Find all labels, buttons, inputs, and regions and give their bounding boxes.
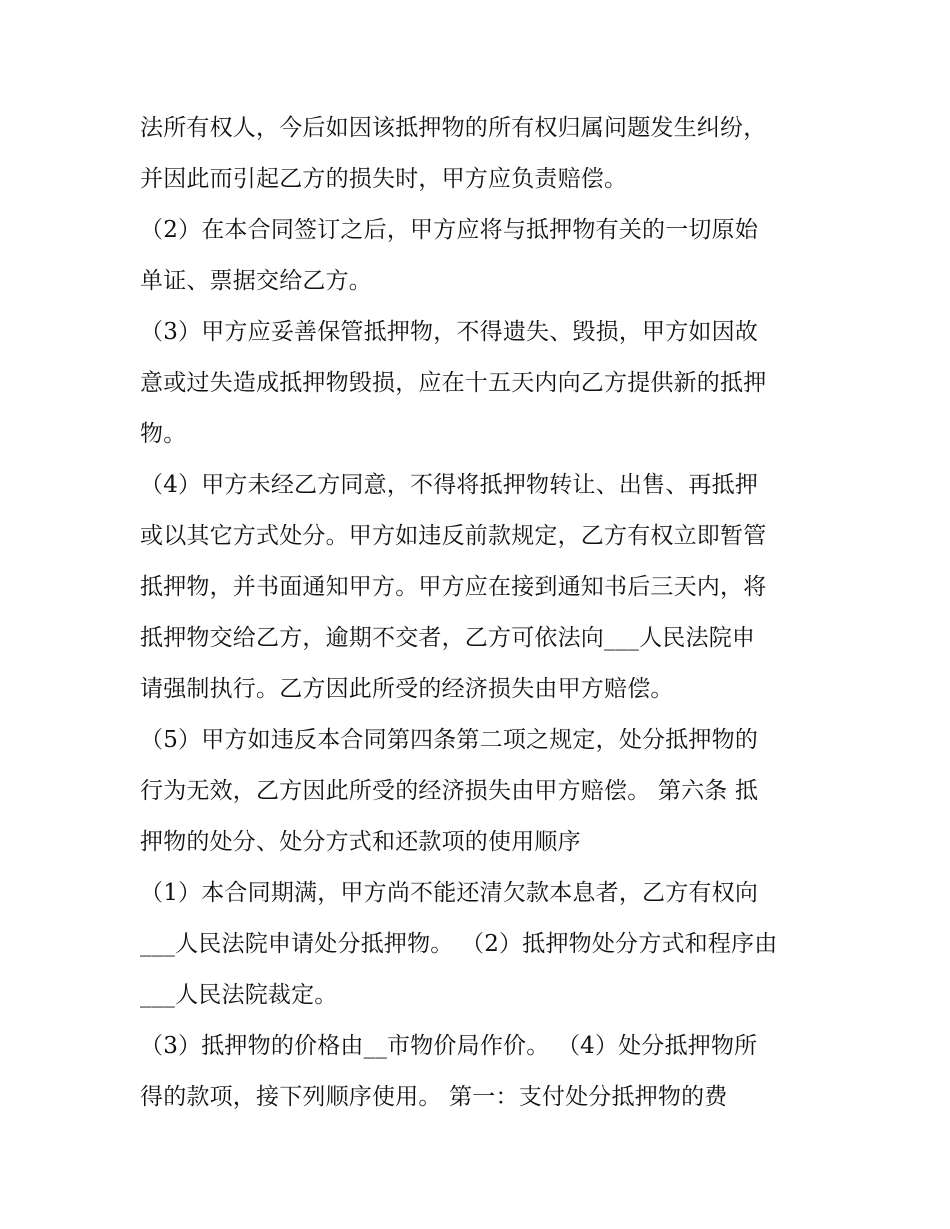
text-line: （5）甲方如违反本合同第四条第二项之规定，处分抵押物的 xyxy=(140,727,759,753)
text-line: 单证、票据交给乙方。 xyxy=(140,268,372,294)
text-line: 得的款项，接下列顺序使用。 第一：支付处分抵押物的费 xyxy=(140,1084,728,1110)
text-line: 抵押物，并书面通知甲方。甲方应在接到通知书后三天内，将 xyxy=(140,574,767,600)
contract-body-text xyxy=(140,103,820,1123)
text-line: （1）本合同期满，甲方尚不能还清欠款本息者，乙方有权向 xyxy=(140,880,759,906)
text-line: 意或过失造成抵押物毁损，应在十五天内向乙方提供新的抵押 xyxy=(140,370,767,396)
text-line: （4）甲方未经乙方同意，不得将抵押物转让、出售、再抵押 xyxy=(140,472,759,498)
text-line: 行为无效，乙方因此所受的经济损失由甲方赔偿。 第六条 抵 xyxy=(140,778,759,804)
text-line: 抵押物交给乙方，逾期不交者，乙方可依法向___人民法院申 xyxy=(140,625,756,651)
text-line: 请强制执行。乙方因此所受的经济损失由甲方赔偿。 xyxy=(140,676,674,702)
text-line: 物。 xyxy=(140,421,187,447)
text-line: （3）甲方应妥善保管抵押物，不得遗失、毁损，甲方如因故 xyxy=(140,319,759,345)
text-line: 并因此而引起乙方的损失时，甲方应负责赔偿。 xyxy=(140,166,628,192)
text-line: ___人民法院裁定。 xyxy=(140,982,338,1008)
text-line: （2）在本合同签订之后，甲方应将与抵押物有关的一切原始 xyxy=(140,217,759,243)
text-line: （3）抵押物的价格由__市物价局作价。 （4）处分抵押物所 xyxy=(140,1033,758,1059)
text-line: 法所有权人，今后如因该抵押物的所有权归属问题发生纠纷， xyxy=(140,115,767,141)
text-line: 或以其它方式处分。甲方如违反前款规定，乙方有权立即暂管 xyxy=(140,523,767,549)
text-line: 押物的处分、处分方式和还款项的使用顺序 xyxy=(140,829,581,855)
text-line: ___人民法院申请处分抵押物。 （2）抵押物处分方式和程序由 xyxy=(140,931,778,957)
